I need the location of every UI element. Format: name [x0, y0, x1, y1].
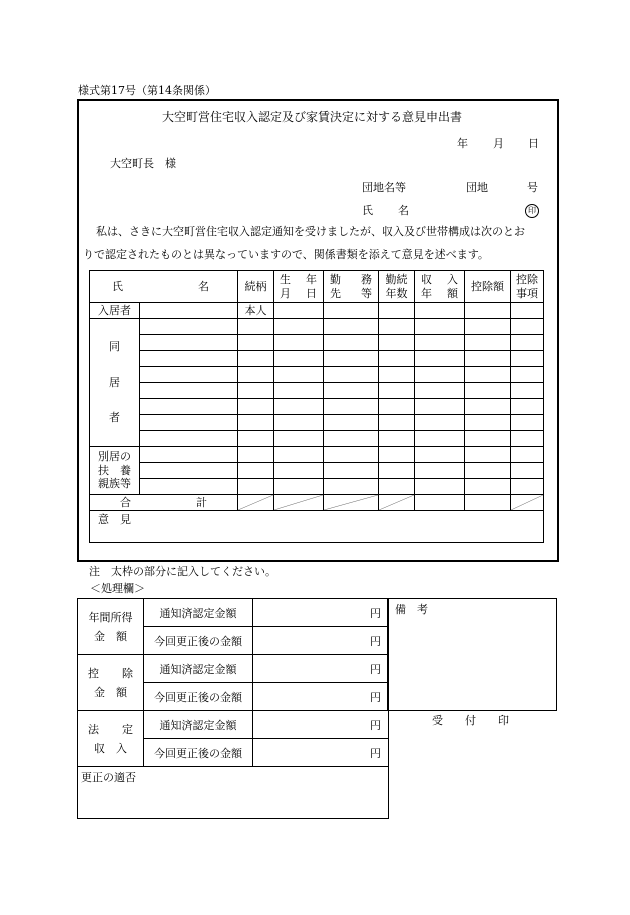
date-month: 月 [493, 137, 504, 150]
cell[interactable] [274, 335, 324, 351]
cell[interactable] [415, 335, 465, 351]
dependent-row [90, 479, 544, 495]
cell[interactable] [465, 431, 511, 447]
cell[interactable] [274, 463, 324, 479]
cell[interactable] [415, 351, 465, 367]
cell[interactable] [465, 447, 511, 463]
header-birth [274, 271, 324, 303]
proc-statutory-label-1b: 定 [122, 723, 133, 736]
proc-notified-label: 通知済認定金額 [144, 711, 253, 739]
cell[interactable] [511, 367, 544, 383]
header-name [90, 271, 238, 303]
header-income-2b: 額 [447, 286, 458, 300]
cell[interactable] [238, 399, 274, 415]
resident-relation: 本人 [238, 303, 274, 319]
cell[interactable] [415, 399, 465, 415]
cell[interactable] [465, 335, 511, 351]
note: 注 太枠の部分に記入してください。 [89, 565, 276, 578]
proc-yen[interactable]: 円 [253, 627, 389, 655]
name-label-2: 名 [398, 204, 409, 217]
receipt-stamp-label: 受 付 印 [432, 714, 509, 727]
total-birth-slashed [274, 495, 324, 511]
header-row [90, 271, 544, 303]
proc-yen[interactable]: 円 [253, 599, 389, 627]
cohabitant-label-3: 者 [109, 411, 120, 425]
cohabitant-row [90, 415, 544, 431]
proc-revised-label: 今回更正後の金額 [144, 739, 253, 767]
proc-statutory-label-1a: 法 [88, 723, 99, 736]
header-work [324, 271, 379, 303]
cell[interactable] [140, 463, 238, 479]
seal-icon [525, 204, 539, 218]
seal-text: 印 [525, 204, 539, 218]
cell[interactable] [379, 335, 415, 351]
processing-label: ＜処理欄＞ [90, 582, 145, 595]
cell[interactable] [415, 431, 465, 447]
cell[interactable] [238, 415, 274, 431]
cell[interactable] [274, 415, 324, 431]
cell[interactable] [274, 399, 324, 415]
cell[interactable] [140, 447, 238, 463]
header-birth-1a: 生 [280, 272, 291, 286]
header-work-2b: 等 [361, 286, 372, 300]
cell[interactable] [238, 479, 274, 495]
cell[interactable] [324, 399, 379, 415]
total-label-2: 計 [196, 495, 207, 509]
cell[interactable] [324, 383, 379, 399]
cell[interactable] [511, 399, 544, 415]
cell[interactable] [274, 383, 324, 399]
header-income [415, 271, 465, 303]
cell[interactable] [238, 367, 274, 383]
proc-deduction-label [78, 655, 144, 711]
cell[interactable] [465, 367, 511, 383]
header-deduction-amount: 控除額 [465, 271, 511, 303]
total-relation-slashed [238, 495, 274, 511]
cell[interactable] [274, 367, 324, 383]
cell[interactable] [415, 415, 465, 431]
proc-revised-label: 今回更正後の金額 [144, 683, 253, 711]
cell[interactable] [274, 431, 324, 447]
remarks-label: 備 考 [395, 603, 428, 616]
total-label [90, 495, 238, 511]
cell[interactable] [324, 415, 379, 431]
cell[interactable] [324, 447, 379, 463]
addressee: 大空町長 様 [110, 157, 176, 170]
cell[interactable] [511, 479, 544, 495]
cell[interactable] [238, 383, 274, 399]
cell[interactable] [465, 399, 511, 415]
proc-correction-row [78, 767, 389, 819]
cell[interactable] [511, 319, 544, 335]
cell[interactable] [379, 383, 415, 399]
page-title: 大空町営住宅収入認定及び家賃決定に対する意見申出書 [162, 110, 463, 124]
cell[interactable] [415, 463, 465, 479]
resident-row [90, 303, 544, 319]
cell[interactable] [238, 447, 274, 463]
header-work-1b: 務 [361, 272, 372, 286]
proc-statutory-label [78, 711, 144, 767]
cohabitant-row [90, 431, 544, 447]
dependents-label [90, 447, 140, 495]
cohabitant-row [90, 367, 544, 383]
header-work-1a: 勤 [330, 272, 341, 286]
cell[interactable] [140, 479, 238, 495]
cohabitant-row [90, 399, 544, 415]
total-row [90, 495, 544, 511]
proc-correction-label: 更正の適否 [81, 771, 136, 784]
header-deduction-item-1: 控除 [516, 272, 538, 286]
header-years [379, 271, 415, 303]
header-income-2a: 年 [421, 286, 432, 300]
proc-row [78, 655, 389, 683]
body-text-line1: 私は、さきに大空町営住宅収入認定通知を受けましたが、収入及び世帯構成は次のとお [96, 225, 525, 238]
cell[interactable] [379, 351, 415, 367]
proc-row [78, 711, 389, 739]
proc-yen[interactable]: 円 [253, 711, 389, 739]
cohabitant-row [90, 335, 544, 351]
dependents-label-3: 親族等 [98, 477, 131, 491]
danchi-label: 団地名等 [362, 181, 406, 194]
dependent-row [90, 463, 544, 479]
cell[interactable] [465, 351, 511, 367]
header-income-1a: 収 [421, 272, 432, 286]
cell[interactable] [140, 415, 238, 431]
proc-deduction-label-2: 金 額 [94, 686, 127, 699]
cell[interactable] [511, 383, 544, 399]
proc-income-label-1: 年間所得 [88, 611, 133, 624]
cell[interactable] [511, 351, 544, 367]
number-suffix: 号 [527, 181, 538, 194]
resident-label: 入居者 [90, 303, 140, 319]
total-label-1: 合 [120, 495, 131, 509]
proc-notified-label: 通知済認定金額 [144, 655, 253, 683]
cell[interactable] [379, 431, 415, 447]
proc-correction-field[interactable] [78, 767, 389, 819]
header-years-2: 年数 [385, 286, 408, 300]
cohabitant-label [90, 319, 140, 447]
header-deduction-item-2: 事項 [516, 286, 538, 300]
cell[interactable] [511, 303, 544, 319]
header-birth-1b: 年 [306, 272, 317, 286]
cell[interactable] [238, 351, 274, 367]
cell[interactable] [324, 319, 379, 335]
cell[interactable] [465, 319, 511, 335]
cell[interactable] [379, 463, 415, 479]
cell[interactable] [274, 351, 324, 367]
proc-row [78, 599, 389, 627]
header-birth-2b: 日 [306, 286, 317, 300]
cell[interactable] [465, 415, 511, 431]
proc-deduction-label-1b: 除 [122, 667, 133, 680]
danchi-suffix: 団地 [466, 181, 488, 194]
cell[interactable] [324, 479, 379, 495]
cell[interactable] [379, 479, 415, 495]
cell[interactable] [274, 303, 324, 319]
header-years-1: 勤続 [385, 272, 408, 286]
proc-notified-label: 通知済認定金額 [144, 599, 253, 627]
cell[interactable] [140, 335, 238, 351]
proc-income-label-2: 金 額 [94, 630, 127, 643]
cohabitant-row [90, 351, 544, 367]
cohabitant-row [90, 383, 544, 399]
cell[interactable] [274, 479, 324, 495]
proc-deduction-label-1a: 控 [88, 667, 99, 680]
cell[interactable] [379, 367, 415, 383]
header-deduction-item [511, 271, 544, 303]
cell[interactable] [140, 431, 238, 447]
cell[interactable] [379, 415, 415, 431]
cell[interactable] [379, 399, 415, 415]
cohabitant-row [90, 319, 544, 335]
processing-table [77, 598, 389, 819]
cell[interactable] [324, 431, 379, 447]
cell[interactable] [324, 463, 379, 479]
cell[interactable] [140, 351, 238, 367]
cell[interactable] [140, 367, 238, 383]
cell[interactable] [511, 335, 544, 351]
dependents-label-2: 扶 養 [98, 463, 131, 477]
header-relation: 続柄 [238, 271, 274, 303]
cell[interactable] [511, 463, 544, 479]
proc-yen[interactable]: 円 [253, 655, 389, 683]
cell[interactable] [324, 303, 379, 319]
cell[interactable] [415, 383, 465, 399]
cell[interactable] [511, 447, 544, 463]
header-name-2: 名 [198, 279, 209, 293]
header-birth-2a: 月 [280, 286, 291, 300]
cell[interactable] [415, 479, 465, 495]
cell[interactable] [140, 383, 238, 399]
cell[interactable] [238, 319, 274, 335]
name-label-1: 氏 [362, 204, 373, 217]
cell[interactable] [511, 431, 544, 447]
cell[interactable] [324, 367, 379, 383]
proc-yen[interactable]: 円 [253, 739, 389, 767]
cohabitant-label-2: 居 [109, 375, 120, 389]
cell[interactable] [465, 303, 511, 319]
cell[interactable] [238, 431, 274, 447]
cell[interactable] [415, 367, 465, 383]
cell[interactable] [324, 335, 379, 351]
date-year: 年 [457, 137, 468, 150]
date-day: 日 [528, 137, 539, 150]
proc-income-label [78, 599, 144, 655]
total-years-slashed [379, 495, 415, 511]
proc-revised-label: 今回更正後の金額 [144, 627, 253, 655]
cell[interactable] [511, 415, 544, 431]
body-text-line2: りで認定されたものとは異なっていますので、関係書類を添えて意見を述べます。 [83, 248, 489, 261]
cell[interactable] [238, 463, 274, 479]
dependents-label-1: 別居の [98, 449, 131, 463]
header-work-2a: 先 [330, 286, 341, 300]
dependent-row [90, 447, 544, 463]
cell[interactable] [140, 399, 238, 415]
proc-statutory-label-2: 収 入 [94, 742, 127, 755]
cell[interactable] [274, 447, 324, 463]
opinion-field[interactable] [90, 511, 544, 543]
total-income[interactable] [415, 495, 465, 511]
cell[interactable] [238, 335, 274, 351]
header-income-1b: 入 [447, 272, 458, 286]
cell[interactable] [415, 303, 465, 319]
cell[interactable] [324, 351, 379, 367]
total-work-slashed [324, 495, 379, 511]
remarks-box[interactable] [387, 598, 557, 711]
cell[interactable] [465, 383, 511, 399]
household-table [89, 270, 544, 543]
cell[interactable] [465, 463, 511, 479]
cell[interactable] [140, 319, 238, 335]
cell[interactable] [140, 303, 238, 319]
proc-yen[interactable]: 円 [253, 683, 389, 711]
cohabitant-label-1: 同 [109, 339, 120, 353]
cell[interactable] [379, 447, 415, 463]
cell[interactable] [415, 319, 465, 335]
cell[interactable] [274, 319, 324, 335]
form-number: 様式第17号（第14条関係） [78, 84, 216, 97]
header-name-1: 氏 [112, 279, 123, 293]
cell[interactable] [379, 303, 415, 319]
cell[interactable] [465, 479, 511, 495]
opinion-row [90, 511, 544, 543]
total-deduction[interactable] [465, 495, 511, 511]
total-item-slashed [511, 495, 544, 511]
opinion-label: 意 見 [98, 513, 131, 526]
cell[interactable] [379, 319, 415, 335]
cell[interactable] [415, 447, 465, 463]
